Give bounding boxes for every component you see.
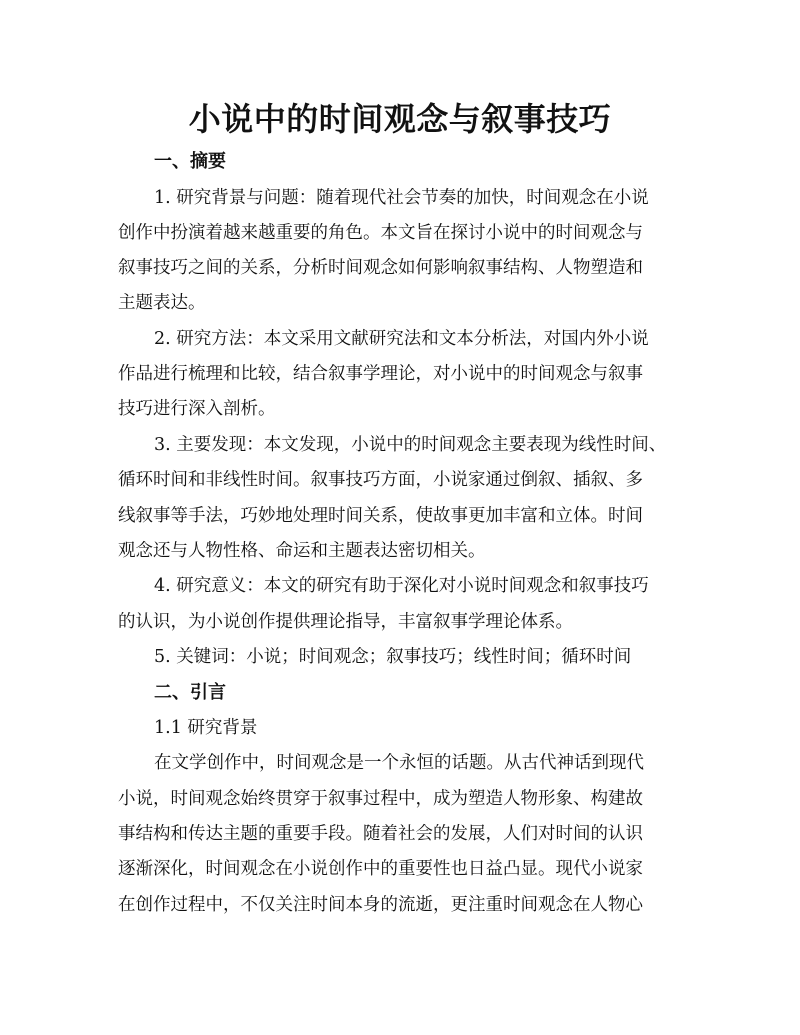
text-line: 技巧进行深入剖析。 (118, 399, 276, 419)
text-line: 作品进行梳理和比较，结合叙事学理论，对小说中的时间观念与叙事 (118, 364, 643, 384)
text-line: 3. 主要发现：本文发现，小说中的时间观念主要表现为线性时间、 (154, 435, 667, 455)
text-line: 1. 研究背景与问题：随着现代社会节奏的加快，时间观念在小说 (154, 188, 649, 208)
text-line: 事结构和传达主题的重要手段。随着社会的发展，人们对时间的认识 (118, 824, 643, 844)
text-line: 2. 研究方法：本文采用文献研究法和文本分析法，对国内外小说 (154, 329, 649, 349)
text-line: 小说，时间观念始终贯穿于叙事过程中，成为塑造人物形象、构建故 (118, 789, 643, 809)
text-line: 叙事技巧之间的关系，分析时间观念如何影响叙事结构、人物塑造和 (118, 258, 643, 278)
section-heading-introduction: 二、引言 (154, 682, 226, 703)
text-line: 4. 研究意义：本文的研究有助于深化对小说时间观念和叙事技巧 (154, 576, 649, 596)
text-line: 观念还与人物性格、命运和主题表达密切相关。 (118, 541, 486, 561)
text-line: 的认识，为小说创作提供理论指导，丰富叙事学理论体系。 (118, 612, 573, 632)
text-line: 主题表达。 (118, 293, 206, 313)
text-line: 线叙事等手法，巧妙地处理时间关系，使故事更加丰富和立体。时间 (118, 506, 643, 526)
text-line: 在文学创作中，时间观念是一个永恒的话题。从古代神话到现代 (154, 753, 644, 773)
text-line: 创作中扮演着越来越重要的角色。本文旨在探讨小说中的时间观念与 (118, 223, 643, 243)
text-line: 循环时间和非线性时间。叙事技巧方面，小说家通过倒叙、插叙、多 (118, 470, 643, 490)
section-heading-abstract: 一、摘要 (154, 151, 226, 172)
document-title: 小说中的时间观念与叙事技巧 (188, 100, 612, 138)
text-line: 在创作过程中，不仅关注时间本身的流逝，更注重时间观念在人物心 (118, 895, 643, 915)
subsection-heading: 1.1 研究背景 (154, 718, 258, 738)
text-line: 逐渐深化，时间观念在小说创作中的重要性也日益凸显。现代小说家 (118, 859, 643, 879)
text-line: 5. 关键词：小说；时间观念；叙事技巧；线性时间；循环时间 (154, 647, 632, 667)
